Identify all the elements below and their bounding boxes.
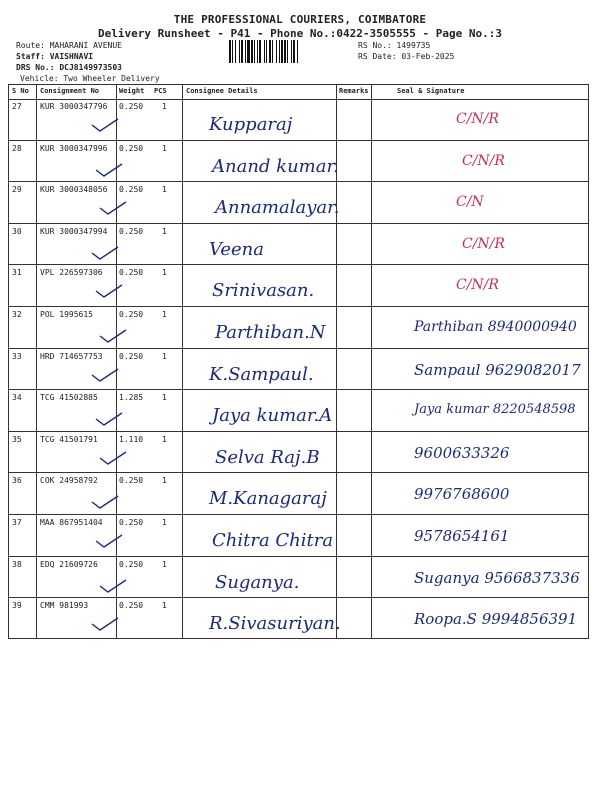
row-pcs: 1 xyxy=(162,143,167,153)
header-remarks: Remarks xyxy=(339,87,369,95)
row-sno: 36 xyxy=(12,476,22,486)
row-consignment-no: MAA 867951404 xyxy=(40,518,103,527)
consignee-handwritten-name: Kupparaj xyxy=(209,114,293,135)
receiver-signature: Roopa.S 9994856391 xyxy=(414,610,578,629)
row-weight: 0.250 xyxy=(119,518,144,527)
row-sno: 34 xyxy=(12,393,22,403)
consignee-handwritten-name: Suganya. xyxy=(215,571,300,593)
rs-date-value: 03-Feb-2025 xyxy=(401,52,455,61)
rs-no-value: 1499735 xyxy=(396,41,431,50)
table-row xyxy=(9,182,588,224)
row-pcs: 1 xyxy=(162,351,167,361)
consignee-handwritten-name: Veena xyxy=(209,238,264,260)
row-sno: 30 xyxy=(12,226,22,236)
row-consignment-no: HRD 714657753 xyxy=(40,351,103,361)
row-consignment-no: TCG 41502885 xyxy=(40,393,98,403)
checkmark-icon xyxy=(91,616,119,632)
row-sno: 31 xyxy=(12,268,22,278)
table-row xyxy=(9,141,588,183)
rs-date-label: RS Date: xyxy=(358,52,397,61)
row-weight: 0.250 xyxy=(119,102,144,111)
consignee-handwritten-name: Selva Raj.B xyxy=(215,446,320,468)
receiver-signature: 9578654161 xyxy=(414,527,510,545)
table-row xyxy=(9,473,588,515)
receiver-signature: 9600633326 xyxy=(414,443,510,462)
checkmark-icon xyxy=(99,200,127,216)
remark-handwritten: C/N/R xyxy=(462,152,505,169)
checkmark-icon xyxy=(95,162,123,178)
checkmark-icon xyxy=(99,328,127,344)
staff-line xyxy=(16,52,93,62)
barcode-icon xyxy=(228,40,336,63)
row-weight: 0.250 xyxy=(119,310,144,319)
row-consignment-no: EDQ 21609726 xyxy=(40,559,98,569)
row-weight: 0.250 xyxy=(119,559,144,569)
row-pcs: 1 xyxy=(162,601,167,611)
remark-handwritten: C/N xyxy=(456,194,484,211)
row-weight: 0.250 xyxy=(119,476,144,486)
row-pcs: 1 xyxy=(162,102,167,111)
receiver-signature: Parthiban 8940000940 xyxy=(414,319,577,335)
header-consignee: Consignee Details xyxy=(186,87,258,95)
row-pcs: 1 xyxy=(162,434,167,444)
table-row xyxy=(9,390,588,432)
route-line xyxy=(16,41,122,51)
row-weight: 0.250 xyxy=(119,268,144,278)
consignee-handwritten-name: R.Sivasuriyan. xyxy=(209,613,341,635)
table-row xyxy=(9,99,588,141)
row-weight: 1.285 xyxy=(119,393,144,403)
remark-handwritten: C/N/R xyxy=(462,235,505,252)
delivery-table xyxy=(8,84,589,639)
drs-line xyxy=(16,63,122,73)
remark-handwritten: C/N/R xyxy=(456,277,499,294)
checkmark-icon xyxy=(91,367,119,383)
consignee-handwritten-name: Jaya kumar.A xyxy=(212,405,333,427)
table-row xyxy=(9,557,588,599)
rs-date-line xyxy=(358,52,454,62)
checkmark-icon xyxy=(91,117,119,133)
row-weight: 0.250 xyxy=(119,351,144,361)
table-row xyxy=(9,224,588,266)
rs-no-label: RS No.: xyxy=(358,41,392,50)
checkmark-icon xyxy=(95,411,123,427)
row-consignment-no: KUR 3000347796 xyxy=(40,102,108,111)
header-seal-signature: Seal & Signature xyxy=(397,87,465,95)
row-sno: 33 xyxy=(12,351,22,361)
header-pcs: PCS xyxy=(154,87,167,95)
drs-value: DCJ8149973503 xyxy=(59,63,122,72)
row-sno: 29 xyxy=(12,185,22,195)
company-title: THE PROFESSIONAL COURIERS, COIMBATORE xyxy=(173,13,427,26)
row-weight: 0.250 xyxy=(119,143,144,153)
row-pcs: 1 xyxy=(162,226,167,236)
checkmark-icon xyxy=(99,450,127,466)
staff-label: Staff: xyxy=(16,52,45,61)
row-pcs: 1 xyxy=(162,559,167,569)
consignee-handwritten-name: Parthiban.N xyxy=(215,322,326,343)
row-consignment-no: KUR 3000347996 xyxy=(40,143,108,153)
row-sno: 27 xyxy=(12,102,22,111)
consignee-handwritten-name: Anand kumar. xyxy=(212,155,339,177)
row-weight: 0.250 xyxy=(119,601,144,611)
row-consignment-no: KUR 3000348056 xyxy=(40,185,108,195)
table-row xyxy=(9,307,588,349)
row-consignment-no: CMM 981993 xyxy=(40,601,89,611)
table-row xyxy=(9,515,588,557)
row-pcs: 1 xyxy=(162,310,167,319)
rs-no-line xyxy=(358,41,430,51)
row-sno: 28 xyxy=(12,143,22,153)
header-sno: S No xyxy=(12,87,29,95)
receiver-signature: Suganya 9566837336 xyxy=(414,568,580,587)
receiver-signature: Sampaul 9629082017 xyxy=(414,360,581,379)
checkmark-icon xyxy=(91,245,119,261)
row-pcs: 1 xyxy=(162,393,167,403)
runsheet-title: Delivery Runsheet - P41 - Phone No.:0422-3505555 - Page No.:3 xyxy=(98,27,502,40)
checkmark-icon xyxy=(99,578,127,594)
row-sno: 32 xyxy=(12,310,22,319)
checkmark-icon xyxy=(91,494,119,510)
row-weight: 0.250 xyxy=(119,226,144,236)
header-consignment: Consignment No xyxy=(40,87,100,95)
row-pcs: 1 xyxy=(162,518,167,527)
row-sno: 38 xyxy=(12,559,22,569)
row-weight: 0.250 xyxy=(119,185,144,195)
row-sno: 39 xyxy=(12,601,22,611)
row-consignment-no: COK 24958792 xyxy=(40,476,98,486)
row-consignment-no: VPL 226597306 xyxy=(40,268,103,278)
consignee-handwritten-name: K.Sampaul. xyxy=(209,363,314,385)
row-pcs: 1 xyxy=(162,476,167,486)
consignee-handwritten-name: Annamalayar. xyxy=(215,197,340,219)
route-value: MAHARANI AVENUE xyxy=(49,41,122,50)
row-pcs: 1 xyxy=(162,268,167,278)
table-row xyxy=(9,265,588,307)
vehicle-value: Two Wheeler Delivery xyxy=(63,74,160,83)
row-sno: 37 xyxy=(12,518,22,527)
vehicle-line xyxy=(20,74,160,84)
remark-handwritten: C/N/R xyxy=(456,111,499,127)
table-row xyxy=(9,349,588,391)
table-row xyxy=(9,432,588,474)
consignee-handwritten-name: M.Kanagaraj xyxy=(209,488,327,510)
row-consignment-no: POL 1995615 xyxy=(40,310,93,319)
receiver-signature: Jaya kumar 8220548598 xyxy=(414,402,576,418)
table-header xyxy=(9,85,588,100)
vehicle-label: Vehicle: xyxy=(20,74,59,83)
row-sno: 35 xyxy=(12,434,22,444)
row-pcs: 1 xyxy=(162,185,167,195)
consignee-handwritten-name: Chitra Chitra xyxy=(212,530,334,551)
row-consignment-no: TCG 41501791 xyxy=(40,434,98,444)
checkmark-icon xyxy=(95,283,123,299)
route-label: Route: xyxy=(16,41,45,50)
staff-value: VAISHNAVI xyxy=(49,52,94,61)
consignee-handwritten-name: Srinivasan. xyxy=(212,280,315,302)
row-weight: 1.110 xyxy=(119,434,144,444)
receiver-signature: 9976768600 xyxy=(414,485,510,504)
checkmark-icon xyxy=(95,533,123,549)
table-row xyxy=(9,598,588,640)
row-consignment-no: KUR 3000347994 xyxy=(40,226,108,236)
header-weight: Weight xyxy=(119,87,145,95)
drs-label: DRS No.: xyxy=(16,63,55,72)
